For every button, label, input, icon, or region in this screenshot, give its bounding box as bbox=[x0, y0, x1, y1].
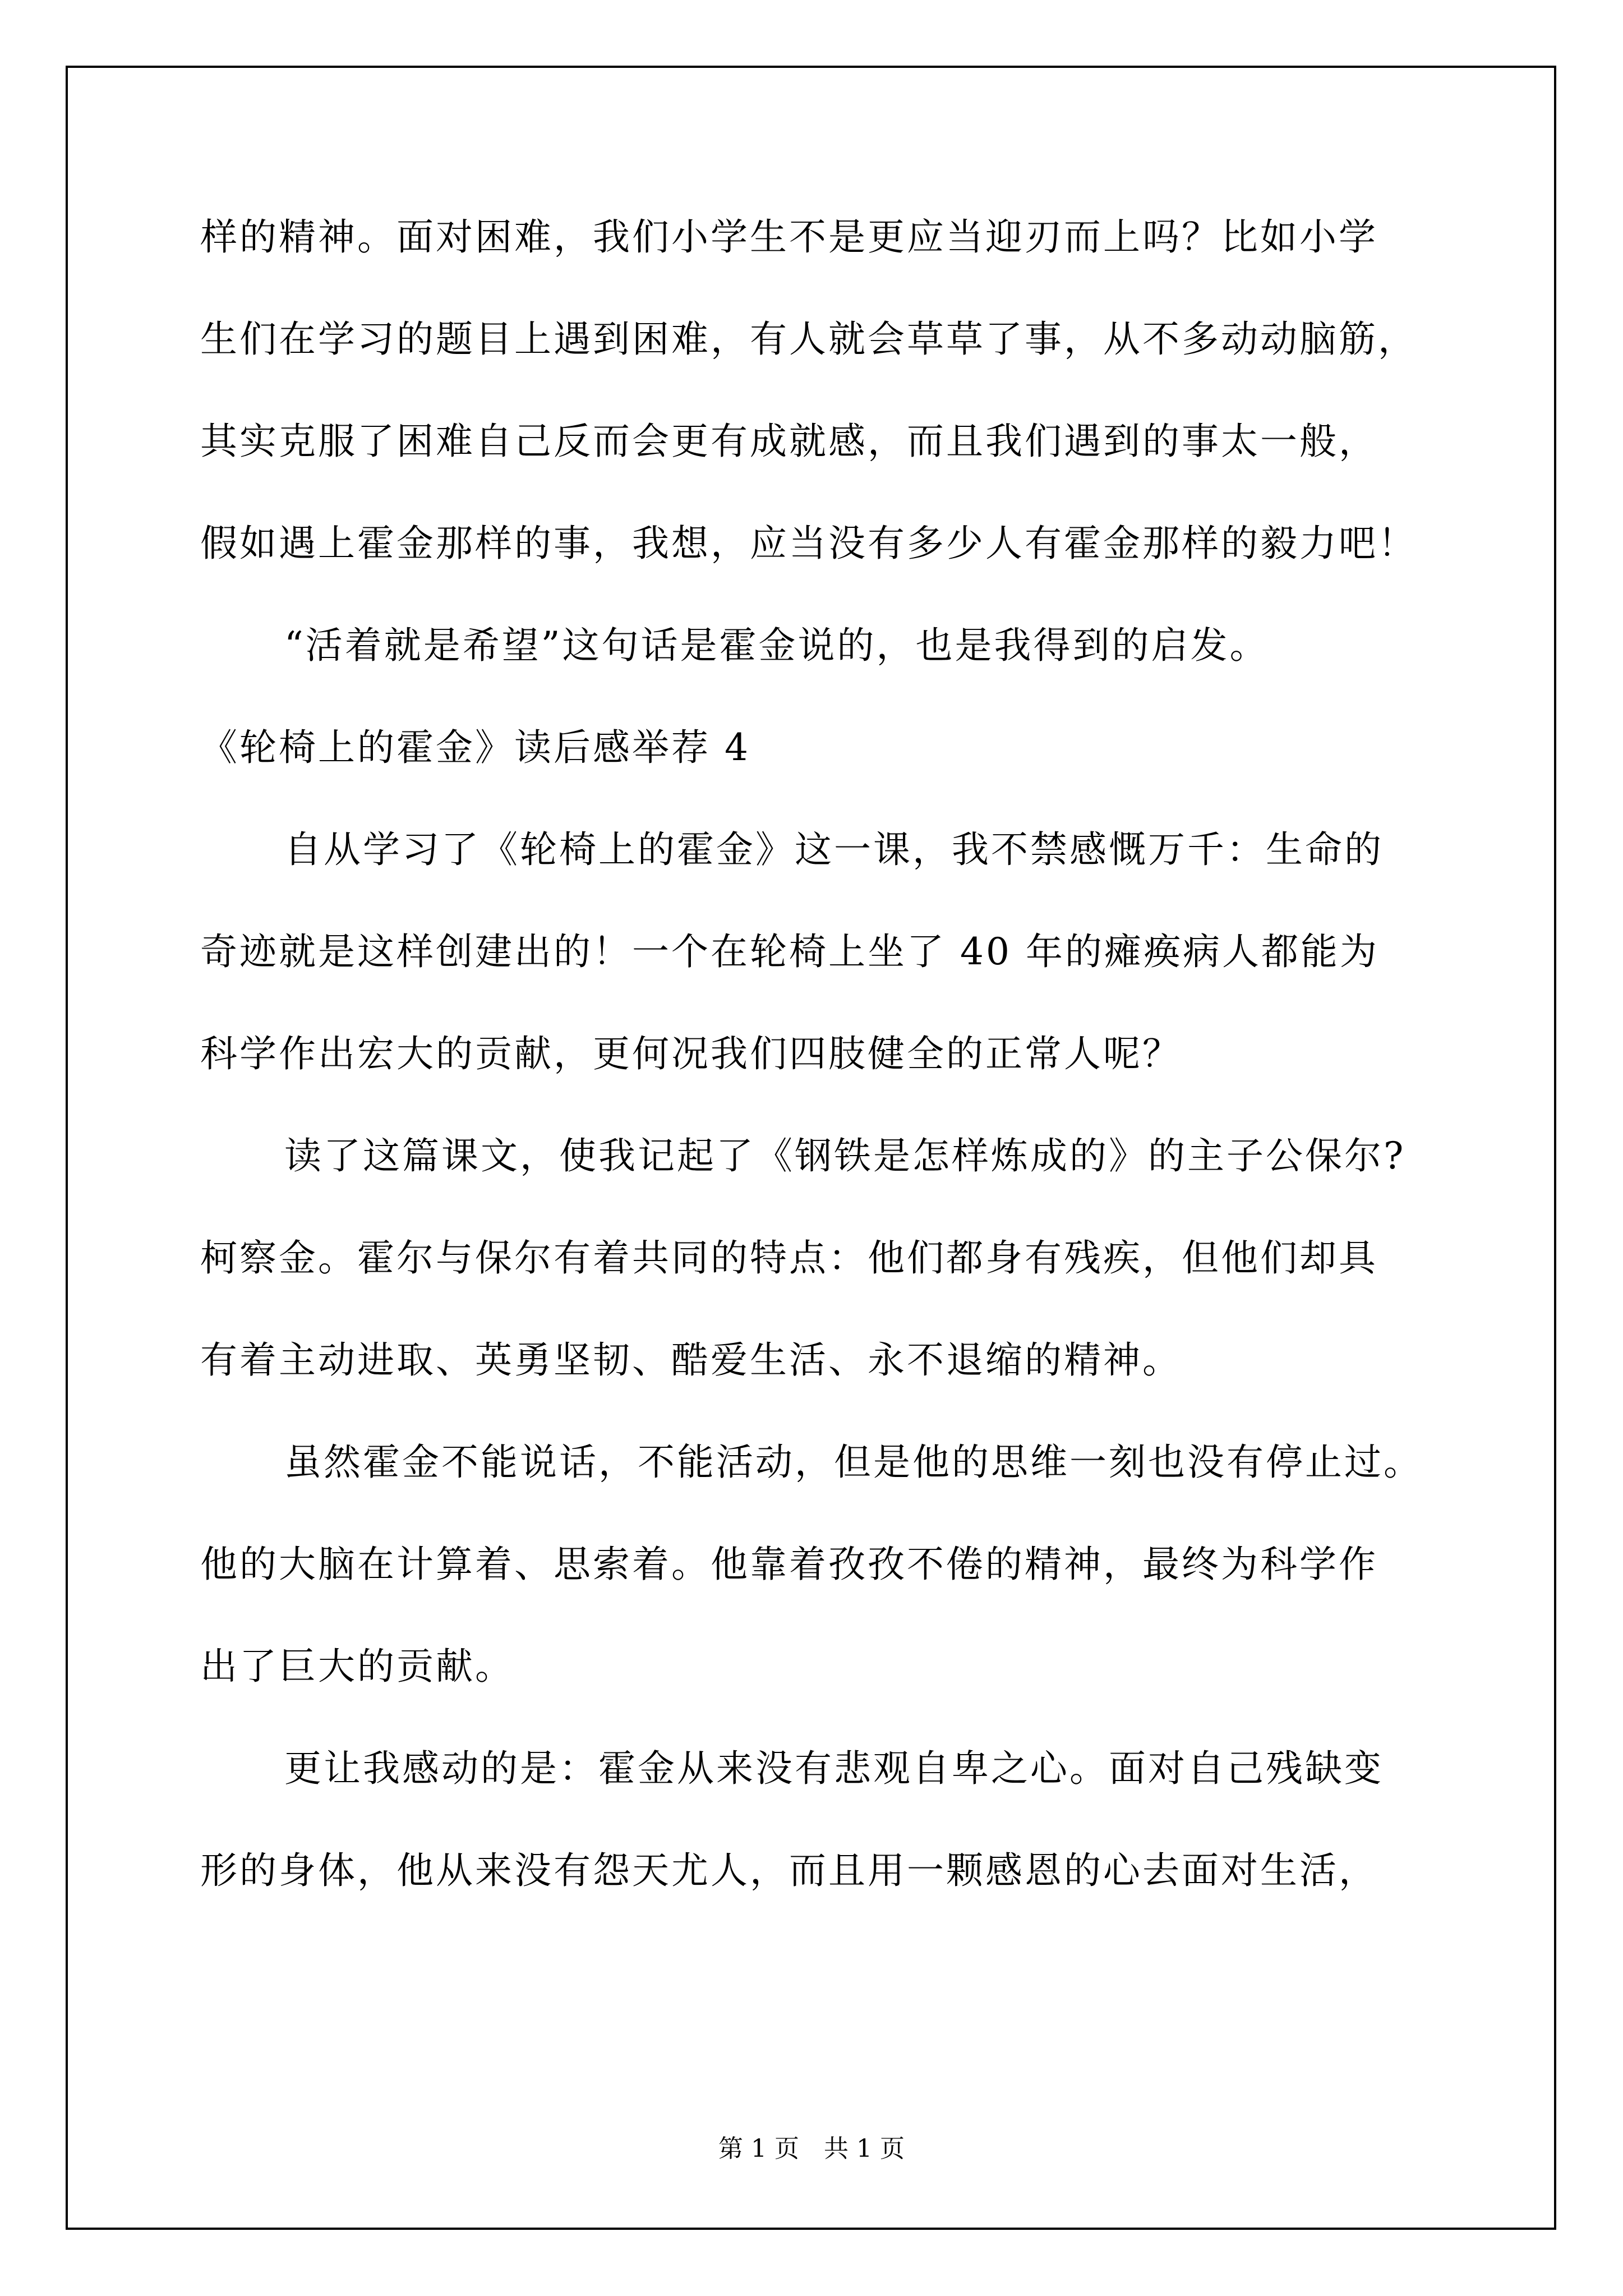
paragraph-line: 出了巨大的贡献。 bbox=[200, 1645, 514, 1688]
paragraph-line: 生们在学习的题目上遇到困难，有人就会草草了事，从不多动动脑筋， bbox=[200, 318, 1417, 361]
paragraph-line: 科学作出宏大的贡献，更何况我们四肢健全的正常人呢？ bbox=[200, 1032, 1182, 1075]
paragraph-line: 更让我感动的是：霍金从来没有悲观自卑之心。面对自己残缺变 bbox=[284, 1747, 1384, 1790]
paragraph-line: 虽然霍金不能说话，不能活动，但是他的思维一刻也没有停止过。 bbox=[284, 1441, 1423, 1484]
paragraph-line: 自从学习了《轮椅上的霍金》这一课，我不禁感慨万千：生命的 bbox=[284, 828, 1384, 871]
page-number: 第 1 页 共 1 页 bbox=[718, 2134, 905, 2163]
paragraph-line: “活着就是希望”这句话是霍金说的，也是我得到的启发。 bbox=[284, 624, 1269, 667]
paragraph-line: 假如遇上霍金那样的事，我想，应当没有多少人有霍金那样的毅力吧！ bbox=[200, 522, 1417, 565]
paragraph-line: 形的身体，他从来没有怨天尤人，而且用一颗感恩的心去面对生活， bbox=[200, 1849, 1378, 1892]
paragraph-line: 其实克服了困难自己反而会更有成就感，而且我们遇到的事太一般， bbox=[200, 420, 1378, 463]
paragraph-line: 样的精神。面对困难，我们小学生不是更应当迎刃而上吗？比如小学 bbox=[200, 215, 1378, 259]
paragraph-line: 他的大脑在计算着、思索着。他靠着孜孜不倦的精神，最终为科学作 bbox=[200, 1543, 1378, 1586]
paragraph-line: 有着主动进取、英勇坚韧、酷爱生活、永不退缩的精神。 bbox=[200, 1338, 1182, 1382]
paragraph-line: 柯察金。霍尔与保尔有着共同的特点：他们都身有残疾，但他们却具 bbox=[200, 1236, 1378, 1280]
section-heading: 《轮椅上的霍金》读后感举荐 4 bbox=[200, 726, 750, 769]
paragraph-line: 奇迹就是这样创建出的！一个在轮椅上坐了 40 年的瘫痪病人都能为 bbox=[200, 930, 1379, 973]
paragraph-line: 读了这篇课文，使我记起了《钢铁是怎样炼成的》的主子公保尔? bbox=[284, 1134, 1406, 1177]
